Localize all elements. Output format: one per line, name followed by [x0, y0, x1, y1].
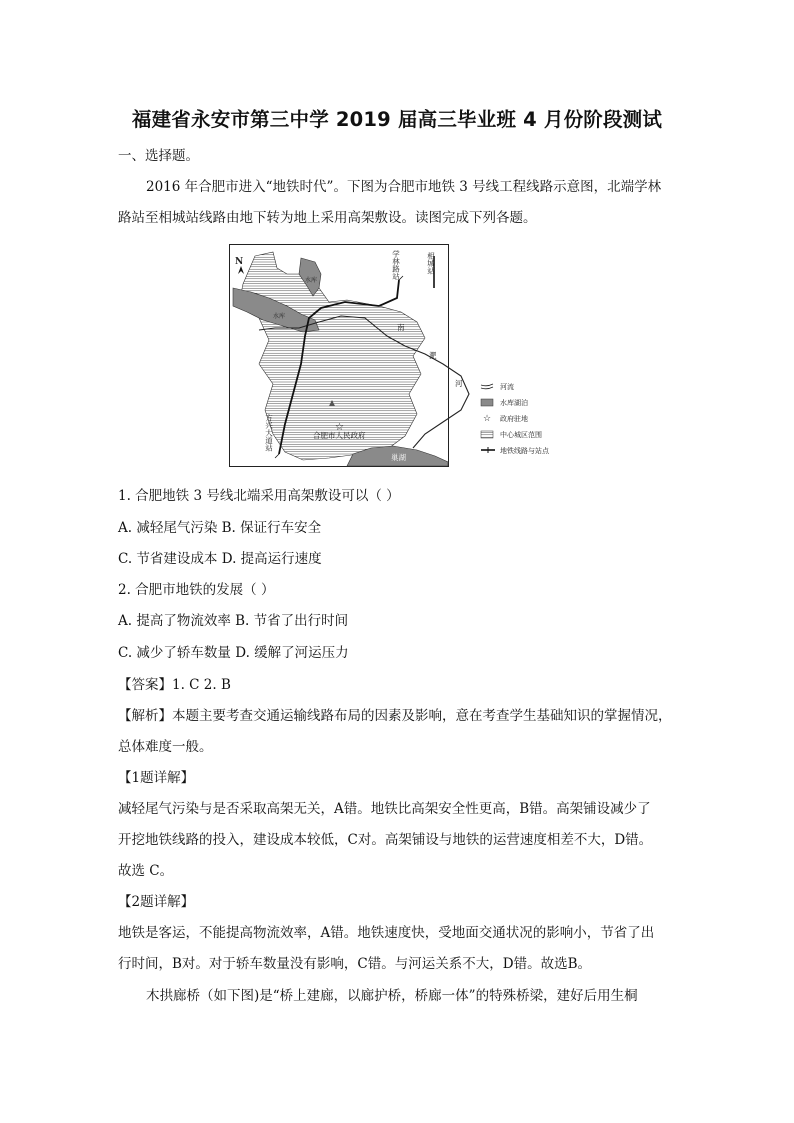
- legend-center-label: 中心城区范围: [500, 431, 542, 439]
- xuelin-station-label: 学林路站: [391, 250, 401, 280]
- answer-line: 【答案】1. C 2. B: [118, 677, 231, 693]
- north-arrow: N: [235, 257, 244, 267]
- legend-lake-icon: [481, 399, 493, 406]
- detail-1-heading: 【1题详解】: [118, 770, 195, 786]
- detail-2-line-2: 行时间，B对。对于轿车数量没有影响，C错。与河运关系不大，D错。故选B。: [118, 956, 591, 972]
- document-title: 福建省永安市第三中学 2019 届高三毕业班 4 月份阶段测试: [131, 108, 663, 131]
- next-question-intro: 木拱廊桥（如下图)是“桥上建廊，以廊护桥，桥廊一体”的特殊桥梁，建好后用生桐: [146, 988, 638, 1004]
- intro-line-2: 路站至相城站线路由地下转为地上采用高架敷设。读图完成下列各题。: [118, 210, 537, 226]
- legend-river-icon: [481, 384, 493, 389]
- lake-label: 巢湖: [391, 453, 406, 462]
- river-label-3: 河: [455, 379, 463, 388]
- south-station-label: 方兴大道站: [264, 414, 274, 452]
- analysis-line-2: 总体难度一般。: [118, 739, 213, 755]
- question-2-options-cd: C. 减少了轿车数量 D. 缓解了河运压力: [118, 645, 349, 661]
- detail-1-line-1: 减轻尾气污染与是否采取高架无关，A错。地铁比高架安全性更高，B错。高架铺设减少了: [118, 801, 651, 817]
- xiangcheng-station-label: 相城站: [426, 252, 436, 275]
- question-2-options-ab: A. 提高了物流效率 B. 节省了出行时间: [118, 613, 349, 629]
- metro-line-map: [229, 244, 585, 469]
- detail-1-line-3: 故选 C。: [118, 863, 174, 879]
- section-heading: 一、选择题。: [118, 148, 199, 164]
- legend-metro-label: 地铁线路与站点: [500, 447, 549, 455]
- legend-gov-label: 政府驻地: [500, 415, 528, 423]
- river-label-2: 淝: [429, 351, 437, 360]
- question-1-options-ab: A. 减轻尾气污染 B. 保证行车安全: [118, 520, 322, 536]
- legend-gov-icon: ☆: [483, 414, 492, 424]
- analysis-line-1: 【解析】本题主要考查交通运输线路布局的因素及影响，意在考查学生基础知识的掌握情况，: [118, 708, 672, 724]
- gov-star-icon: ☆: [335, 422, 344, 433]
- gov-label: 合肥市人民政府: [313, 431, 366, 440]
- detail-2-heading: 【2题详解】: [118, 894, 195, 910]
- legend-river-label: 河流: [500, 383, 514, 391]
- question-1: 1. 合肥地铁 3 号线北端采用高架敷设可以（ ）: [118, 488, 400, 504]
- reservoir-label-1: 水库: [305, 277, 318, 284]
- detail-1-line-2: 开挖地铁线路的投入，建设成本较低，C对。高架铺设与地铁的运营速度相差不大，D错。: [118, 832, 653, 848]
- detail-2-line-1: 地铁是客运，不能提高物流效率，A错。地铁速度快，受地面交通状况的影响小，节省了出: [118, 925, 655, 941]
- reservoir-label-2: 水库: [273, 313, 286, 320]
- intro-line-1: 2016 年合肥市进入“地铁时代”。下图为合肥市地铁 3 号线工程线路示意图，北端学林: [146, 179, 662, 195]
- legend-lake-label: 水库湖泊: [500, 399, 528, 407]
- legend-center-icon: [481, 431, 493, 438]
- question-1-options-cd: C. 节省建设成本 D. 提高运行速度: [118, 551, 322, 567]
- river-label-1: 南: [397, 323, 405, 332]
- question-2: 2. 合肥市地铁的发展（ ）: [118, 582, 275, 598]
